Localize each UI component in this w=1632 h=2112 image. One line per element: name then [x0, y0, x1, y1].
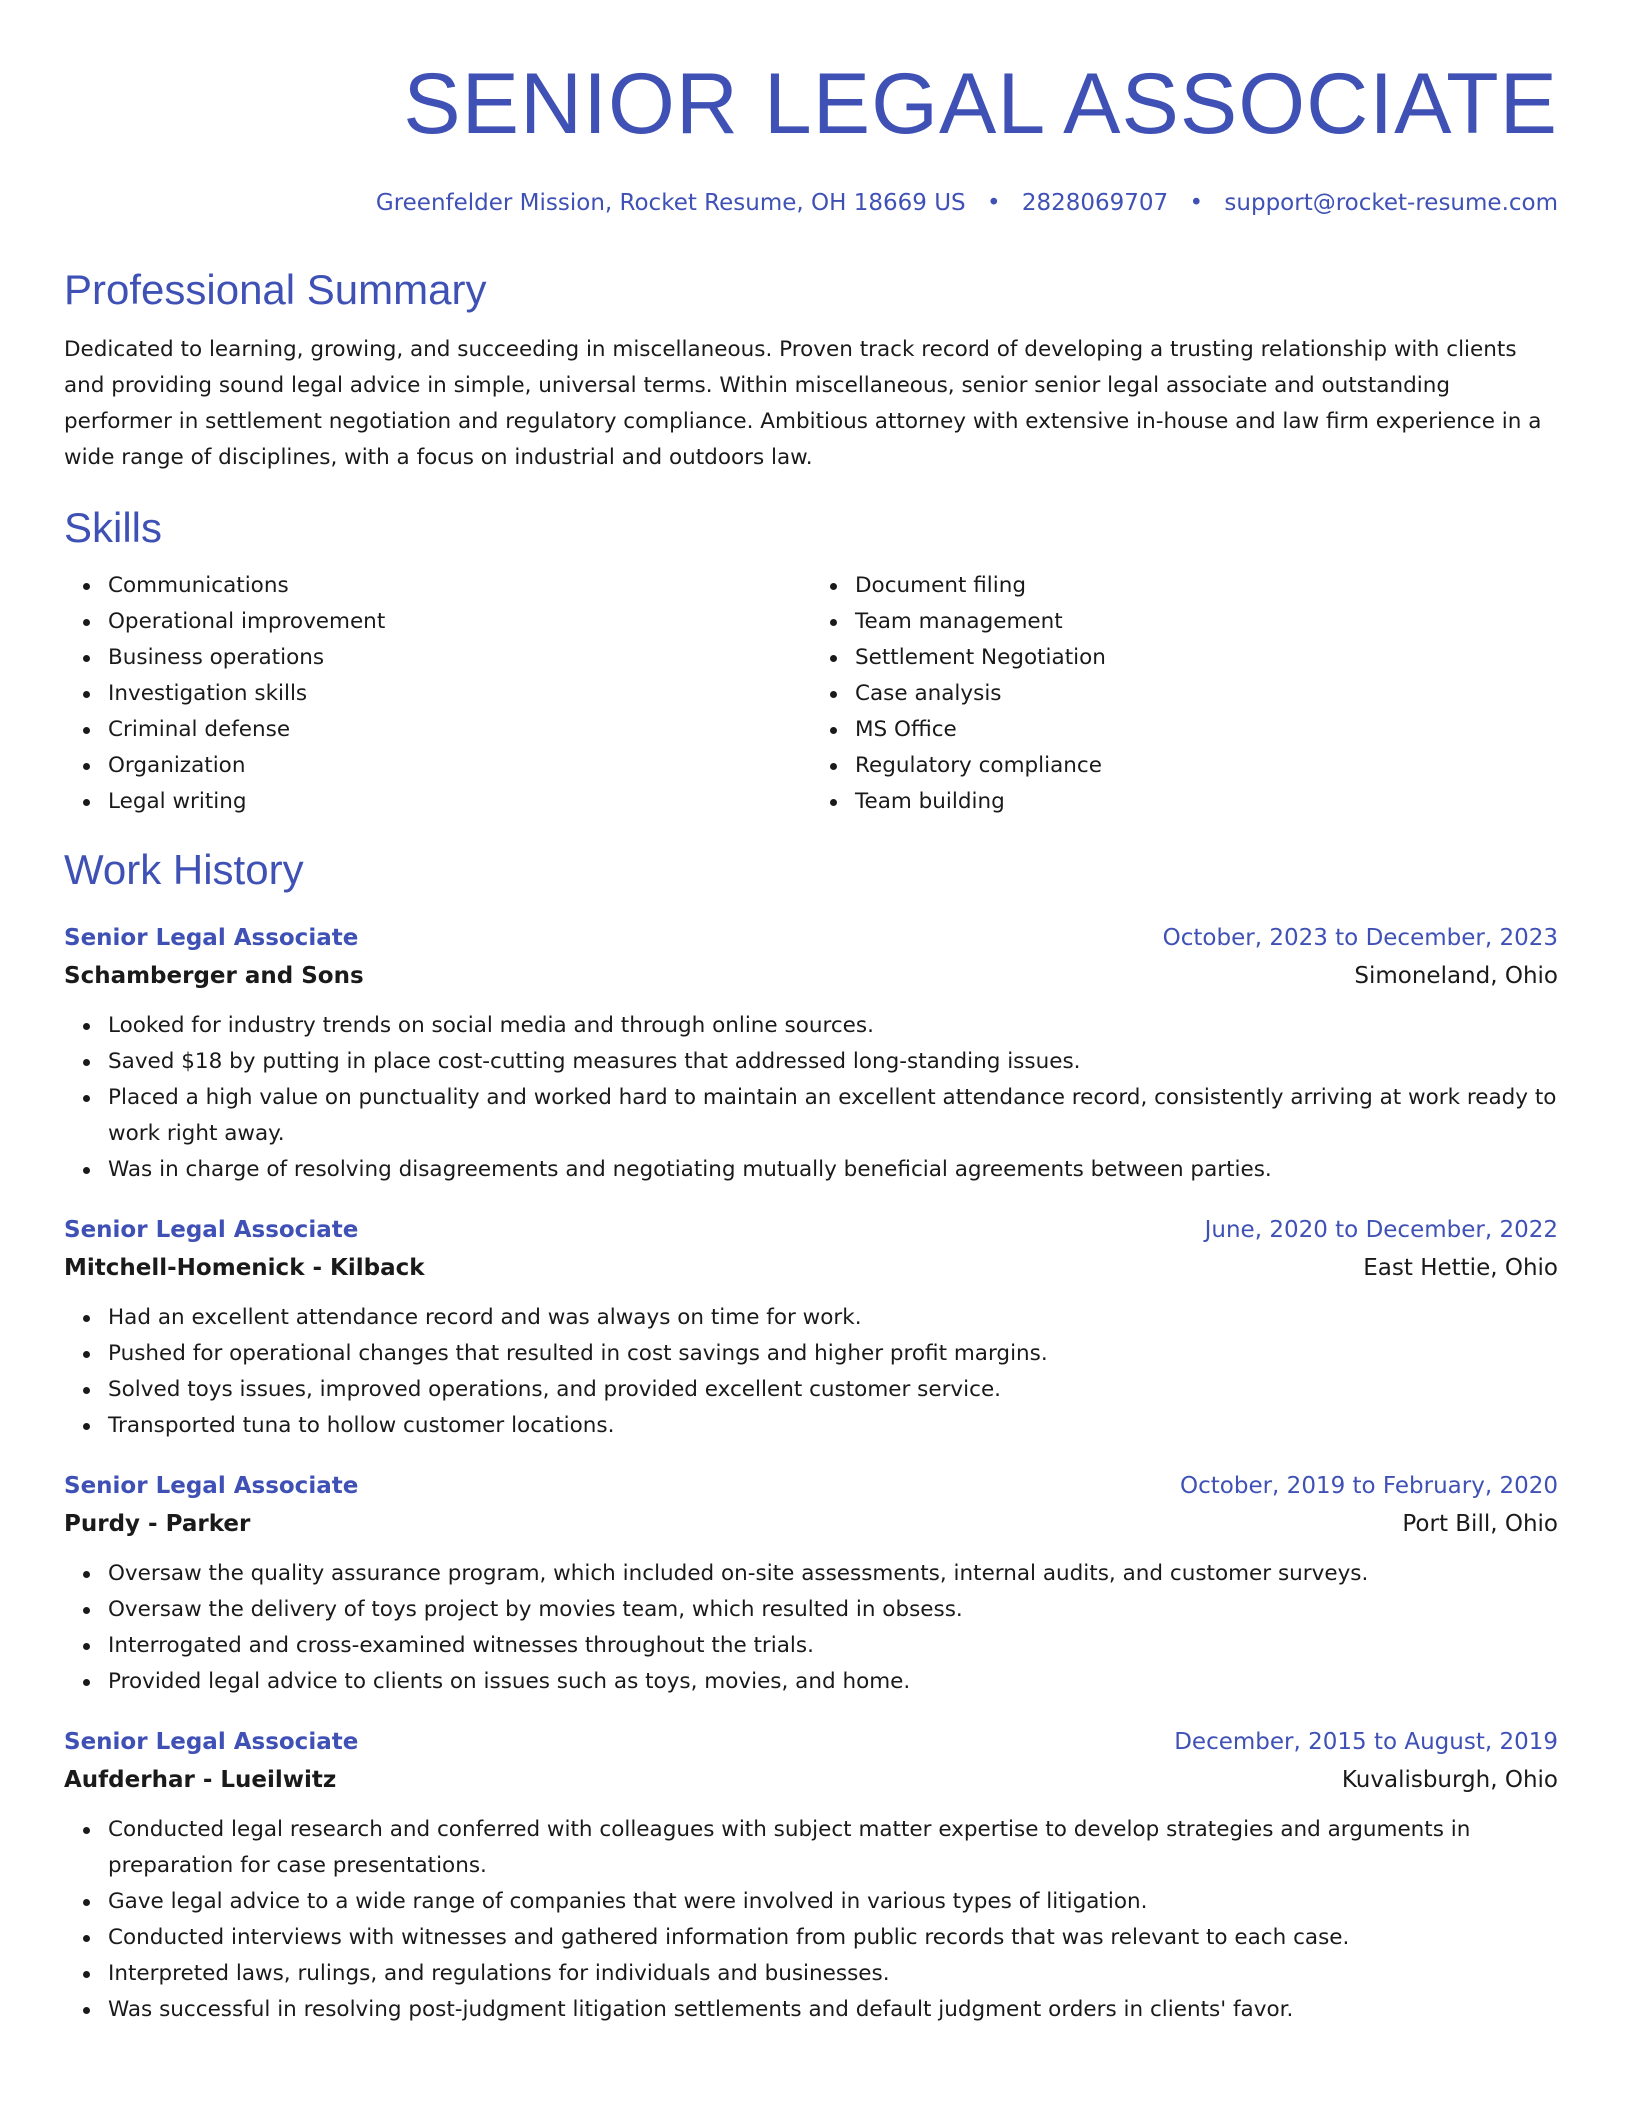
job-header-row — [64, 1724, 1558, 1760]
job-bullet: Transported tuna to hollow customer locations. — [108, 1408, 1558, 1444]
skill-item: Team management — [855, 604, 1558, 640]
job-bullet: Placed a high value on punctuality and worked hard to maintain an excellent attendance record, consistently arriving at work ready to work right away. — [108, 1080, 1558, 1152]
job-company-row — [64, 1504, 1558, 1544]
job-bullets — [64, 1556, 1558, 1700]
skill-item: Regulatory compliance — [855, 748, 1558, 784]
job-bullet: Was successful in resolving post-judgment litigation settlements and default judgment orders in clients' favor. — [108, 1992, 1558, 2028]
job-bullet: Gave legal advice to a wide range of companies that were involved in various types of litigation. — [108, 1884, 1558, 1920]
skill-item: Team building — [855, 784, 1558, 820]
job-entry — [64, 1212, 1558, 1444]
job-dates: December, 2015 to August, 2019 — [1174, 1729, 1558, 1755]
resume-page — [64, 0, 1558, 2028]
skill-item: Business operations — [108, 640, 811, 676]
skill-item: Organization — [108, 748, 811, 784]
job-location: Simoneland, Ohio — [1354, 963, 1558, 989]
job-dates: October, 2019 to February, 2020 — [1180, 1473, 1558, 1499]
job-company-row — [64, 1760, 1558, 1800]
job-header-row — [64, 1212, 1558, 1248]
job-bullet: Solved toys issues, improved operations, and provided excellent customer service. — [108, 1372, 1558, 1408]
job-company: Mitchell-Homenick - Kilback — [64, 1255, 425, 1281]
job-role: Senior Legal Associate — [64, 1473, 359, 1499]
job-entry — [64, 1724, 1558, 2028]
skill-item: Legal writing — [108, 784, 811, 820]
job-company-row — [64, 1248, 1558, 1288]
summary-text: Dedicated to learning, growing, and succeeding in miscellaneous. Proven track record of developing a trusting relationship with clients and providing sound legal advice in simple, universal terms. Within miscellaneous, senior senior legal associate and outstanding performer in settlement negotiation and regulatory compliance. Ambitious attorney with extensive in-house and law firm experience in a wide range of disciplines, with a focus on industrial and outdoors law. — [64, 337, 1542, 470]
job-bullet: Interpreted laws, rulings, and regulations for individuals and businesses. — [108, 1956, 1558, 1992]
skills-grid — [64, 568, 1558, 820]
contact-address: Greenfelder Mission, Rocket Resume, OH 18669 US — [375, 190, 966, 216]
skill-item: Document filing — [855, 568, 1558, 604]
job-bullet: Looked for industry trends on social media and through online sources. — [108, 1008, 1558, 1044]
skills-heading: Skills — [64, 504, 163, 551]
job-role: Senior Legal Associate — [64, 925, 359, 951]
contact-line — [64, 188, 1558, 218]
job-bullet: Had an excellent attendance record and was always on time for work. — [108, 1300, 1558, 1336]
job-location: Kuvalisburgh, Ohio — [1341, 1767, 1558, 1793]
job-bullet: Interrogated and cross-examined witnesses throughout the trials. — [108, 1628, 1558, 1664]
skill-item: MS Office — [855, 712, 1558, 748]
job-bullets — [64, 1300, 1558, 1444]
job-company: Aufderhar - Lueilwitz — [64, 1767, 337, 1793]
summary-heading: Professional Summary — [64, 266, 487, 313]
skills-list-right — [811, 568, 1558, 820]
skill-item: Operational improvement — [108, 604, 811, 640]
skill-item: Communications — [108, 568, 811, 604]
resume-title: SENIOR LEGAL ASSOCIATE — [403, 56, 1558, 152]
skill-item: Case analysis — [855, 676, 1558, 712]
contact-separator: • — [1189, 190, 1204, 216]
job-company-row — [64, 956, 1558, 996]
job-bullet: Conducted legal research and conferred with colleagues with subject matter expertise to develop strategies and arguments in preparation for case presentations. — [108, 1812, 1558, 1884]
job-entry — [64, 920, 1558, 1188]
job-header-row — [64, 1468, 1558, 1504]
job-bullet: Was in charge of resolving disagreements and negotiating mutually beneficial agreements between parties. — [108, 1152, 1558, 1188]
job-bullet: Provided legal advice to clients on issues such as toys, movies, and home. — [108, 1664, 1558, 1700]
job-location: Port Bill, Ohio — [1402, 1511, 1558, 1537]
contact-separator: • — [986, 190, 1001, 216]
job-role: Senior Legal Associate — [64, 1729, 359, 1755]
contact-phone: 2828069707 — [1021, 190, 1169, 216]
job-dates: June, 2020 to December, 2022 — [1204, 1217, 1558, 1243]
job-dates: October, 2023 to December, 2023 — [1162, 925, 1558, 951]
job-role: Senior Legal Associate — [64, 1217, 359, 1243]
job-bullet: Pushed for operational changes that resulted in cost savings and higher profit margins. — [108, 1336, 1558, 1372]
job-location: East Hettie, Ohio — [1363, 1255, 1558, 1281]
skill-item: Criminal defense — [108, 712, 811, 748]
job-bullet: Oversaw the quality assurance program, which included on-site assessments, internal audits, and customer surveys. — [108, 1556, 1558, 1592]
skill-item: Settlement Negotiation — [855, 640, 1558, 676]
job-company: Purdy - Parker — [64, 1511, 251, 1537]
job-header-row — [64, 920, 1558, 956]
job-bullets — [64, 1812, 1558, 2028]
job-bullet: Conducted interviews with witnesses and gathered information from public records that was relevant to each case. — [108, 1920, 1558, 1956]
skill-item: Investigation skills — [108, 676, 811, 712]
job-company: Schamberger and Sons — [64, 963, 364, 989]
job-entry — [64, 1468, 1558, 1700]
skills-list-left — [64, 568, 811, 820]
job-bullet: Oversaw the delivery of toys project by movies team, which resulted in obsess. — [108, 1592, 1558, 1628]
work-history-heading: Work History — [64, 846, 304, 893]
job-bullets — [64, 1008, 1558, 1188]
contact-email: support@rocket-resume.com — [1224, 190, 1558, 216]
job-bullet: Saved $18 by putting in place cost-cutting measures that addressed long-standing issues. — [108, 1044, 1558, 1080]
